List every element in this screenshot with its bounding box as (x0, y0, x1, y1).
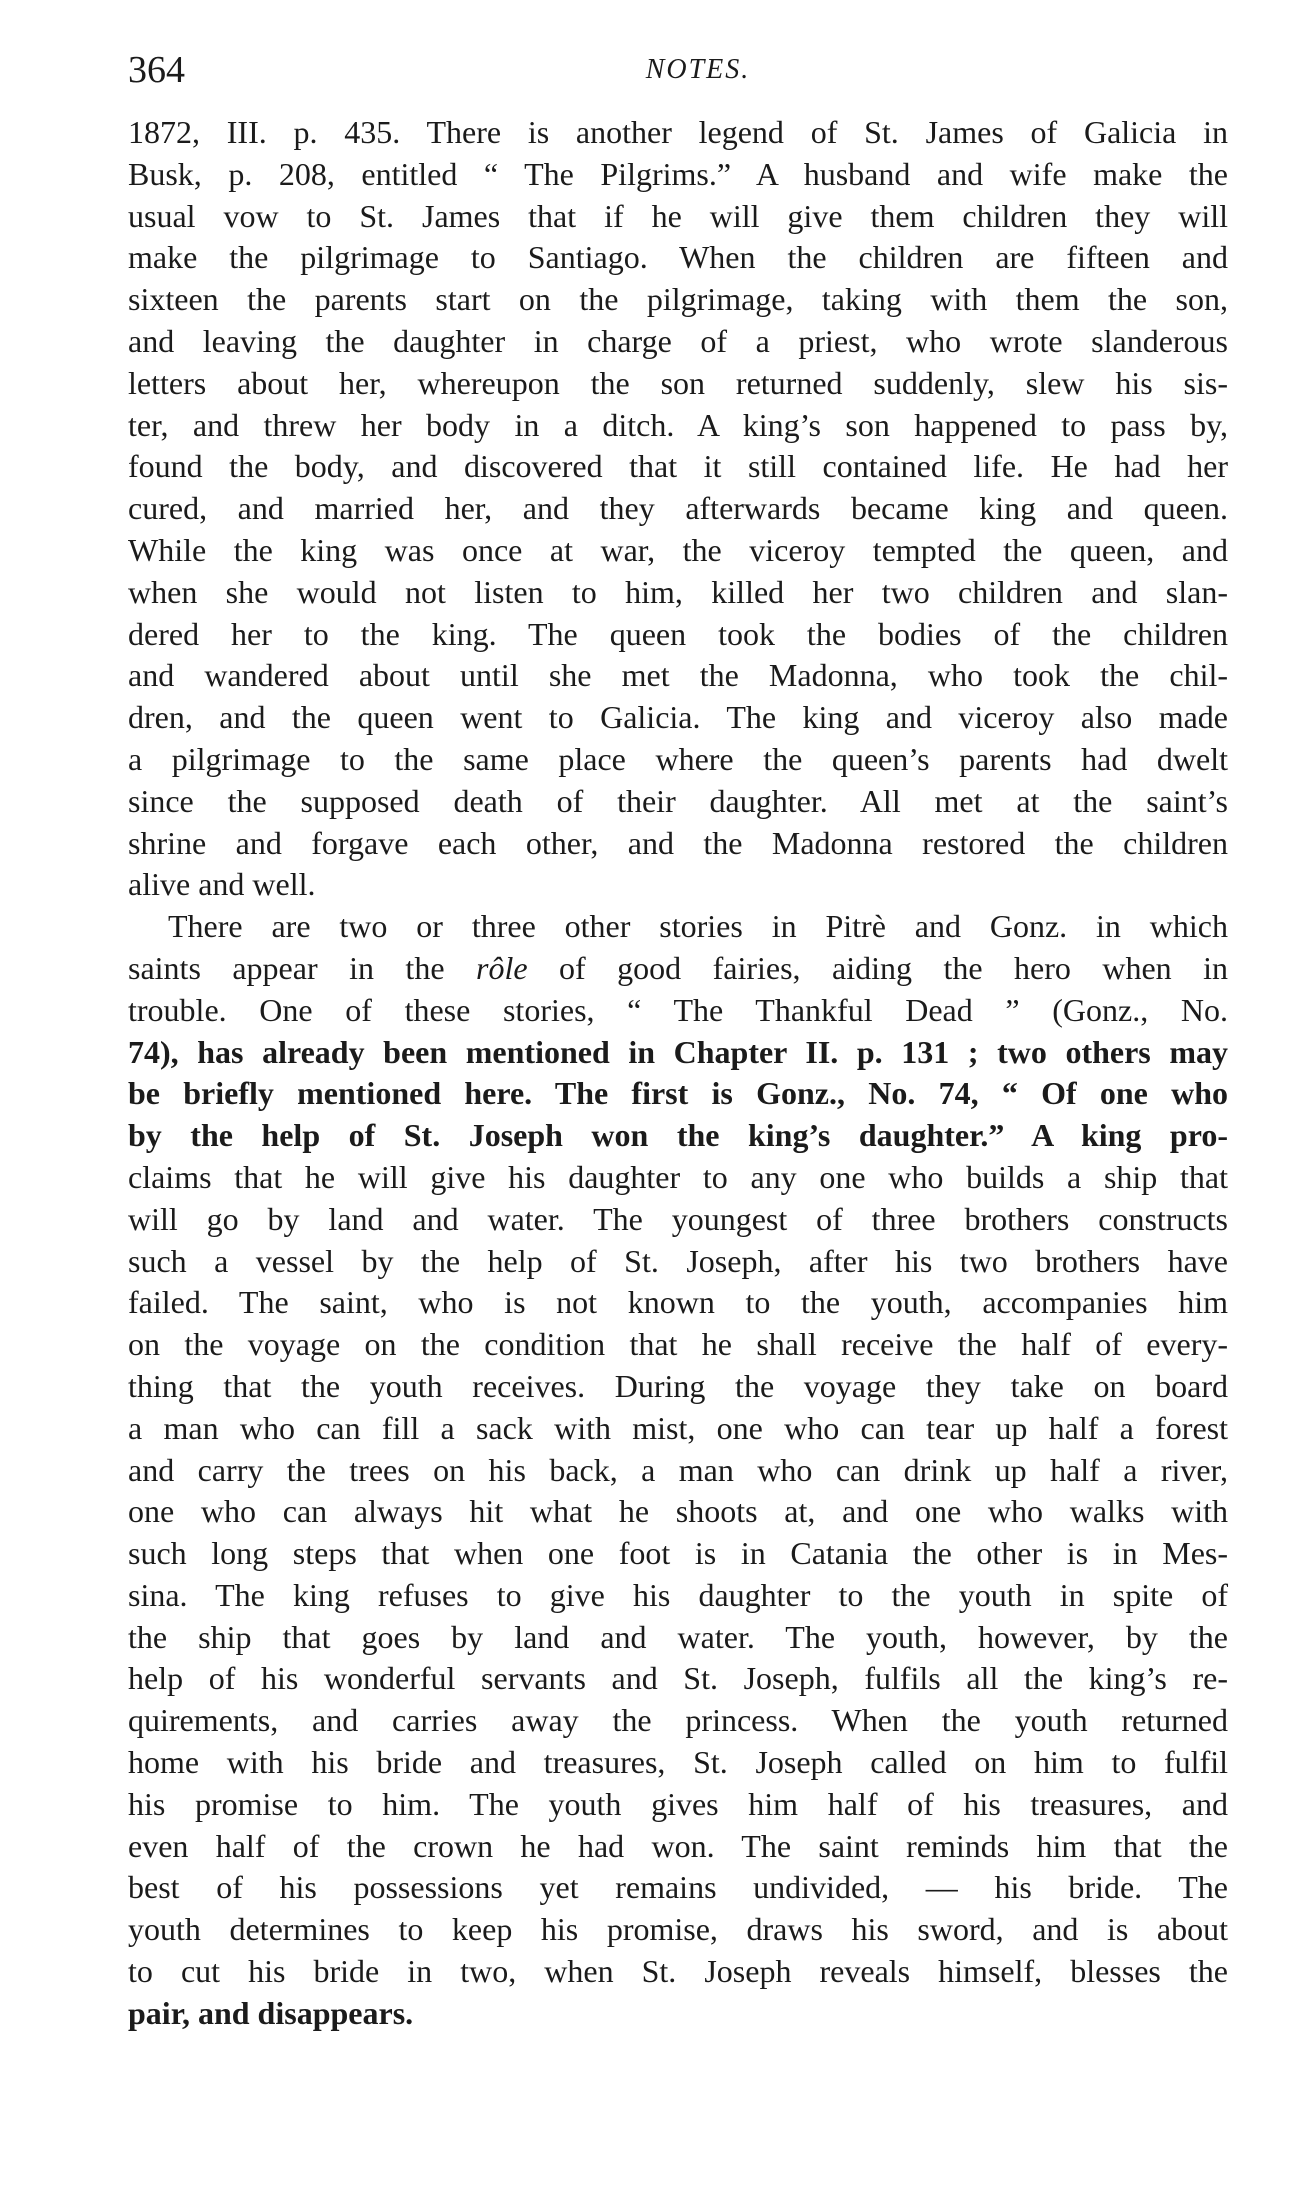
text-line: ter, and threw her body in a ditch. A king’s son happened to pass by, (128, 406, 1228, 443)
text-line: make the pilgrimage to Santiago. When the children are fifteen and (128, 239, 1228, 276)
text-line: failed. The saint, who is not known to the youth, accompanies him (128, 1284, 1228, 1321)
text-line: and wandered about until she met the Madonna, who took the chil- (128, 657, 1228, 694)
text-line: and leaving the daughter in charge of a priest, who wrote slanderous (128, 322, 1228, 359)
running-head (128, 40, 1228, 100)
text-line: trouble. One of these stories, “ The Thankful Dead ” (Gonz., No. (128, 991, 1228, 1028)
text-line: shrine and forgave each other, and the Madonna restored the children (128, 824, 1228, 861)
text-line: his promise to him. The youth gives him half of his treasures, and (128, 1785, 1228, 1822)
text-line: sina. The king refuses to give his daughter to the youth in spite of (128, 1576, 1228, 1613)
text-line: 74), has already been mentioned in Chapter II. p. 131 ; two others may (128, 1033, 1228, 1070)
text-line: even half of the crown he had won. The saint reminds him that the (128, 1827, 1228, 1864)
text-line: when she would not listen to him, killed her two children and slan- (128, 573, 1228, 610)
page-number: 364 (128, 49, 185, 91)
text-line: Busk, p. 208, entitled “ The Pilgrims.” A husband and wife make the (128, 155, 1228, 192)
text-line: one who can always hit what he shoots at, and one who walks with (128, 1493, 1228, 1530)
text-line: While the king was once at war, the viceroy tempted the queen, and (128, 531, 1228, 568)
text-line: 1872, III. p. 435. There is another legend of St. James of Galicia in (128, 114, 1228, 150)
text-line: cured, and married her, and they afterwards became king and queen. (128, 490, 1228, 527)
text-line: the ship that goes by land and water. The youth, however, by the (128, 1618, 1228, 1655)
text-line: usual vow to St. James that if he will give them children they will (128, 197, 1228, 234)
text-line: thing that the youth receives. During the voyage they take on board (128, 1367, 1228, 1404)
notes-body-text (128, 112, 1228, 2035)
text-line: by the help of St. Joseph won the king’s daughter.” A king pro- (128, 1117, 1228, 1154)
text-line: will go by land and water. The youngest of three brothers constructs (128, 1200, 1228, 1237)
text-line: alive and well. (128, 866, 316, 903)
text-line: pair, and disappears. (128, 1994, 414, 2031)
text-line: be briefly mentioned here. The first is Gonz., No. 74, “ Of one who (128, 1075, 1228, 1112)
text-line: to cut his bride in two, when St. Joseph reveals himself, blesses the (128, 1953, 1228, 1990)
text-line: sixteen the parents start on the pilgrimage, taking with them the son, (128, 281, 1228, 318)
text-line: dren, and the queen went to Galicia. The king and viceroy also made (128, 699, 1228, 736)
paragraph-start-line: There are two or three other stories in Pitrè and Gonz. in which (168, 908, 1228, 945)
text-line: a pilgrimage to the same place where the queen’s parents had dwelt (128, 740, 1228, 777)
text-line: since the supposed death of their daughter. All met at the saint’s (128, 782, 1228, 819)
text-line: home with his bride and treasures, St. Joseph called on him to fulfil (128, 1744, 1228, 1781)
text-line: on the voyage on the condition that he shall receive the half of every- (128, 1326, 1228, 1363)
text-line: saints appear in the rôle of good fairies, aiding the hero when in (128, 949, 1229, 986)
text-line: and carry the trees on his back, a man who can drink up half a river, (128, 1451, 1228, 1488)
text-line: claims that he will give his daughter to any one who builds a ship that (128, 1158, 1228, 1195)
text-line: best of his possessions yet remains undivided, — his bride. The (128, 1869, 1228, 1906)
text-line: found the body, and discovered that it still contained life. He had her (128, 448, 1228, 485)
text-line: quirements, and carries away the princess. When the youth returned (128, 1702, 1228, 1739)
text-line: dered her to the king. The queen took the bodies of the children (128, 615, 1228, 652)
text-line: youth determines to keep his promise, draws his sword, and is about (128, 1911, 1228, 1948)
running-title: NOTES. (645, 54, 751, 85)
text-line: such long steps that when one foot is in Catania the other is in Mes- (128, 1535, 1228, 1572)
text-line: letters about her, whereupon the son returned suddenly, slew his sis- (128, 364, 1228, 401)
italic-word: rôle (476, 949, 528, 986)
text-line: a man who can fill a sack with mist, one who can tear up half a forest (128, 1409, 1228, 1446)
text-line: help of his wonderful servants and St. Joseph, fulfils all the king’s re- (128, 1660, 1228, 1697)
text-line: such a vessel by the help of St. Joseph, after his two brothers have (128, 1242, 1228, 1279)
